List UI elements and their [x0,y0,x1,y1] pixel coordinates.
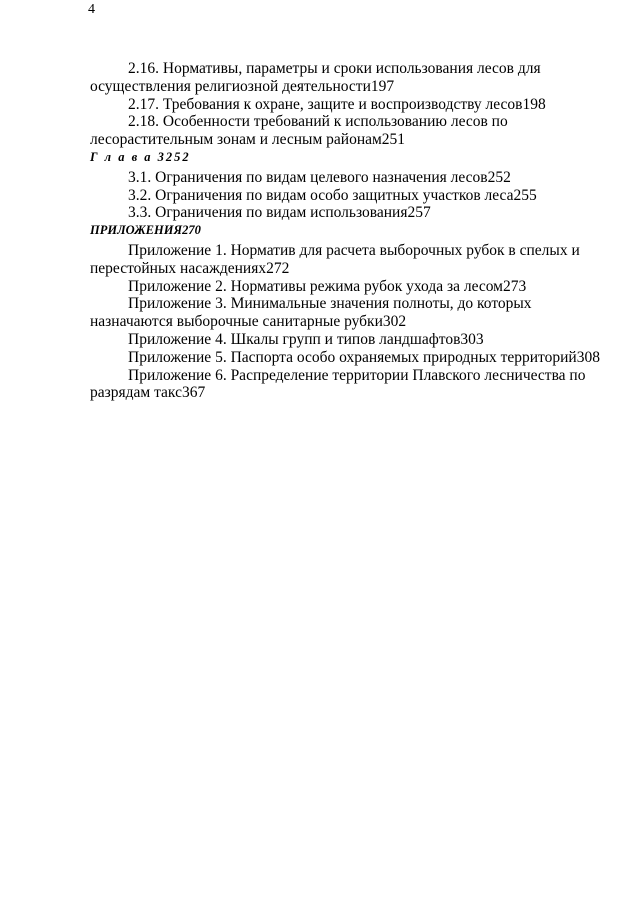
page-number: 4 [88,2,95,17]
table-of-contents [90,60,602,402]
toc-appendix-2[interactable]: Приложение 2. Нормативы режима рубок ухода за лесом273 [128,277,527,295]
toc-appendix-1[interactable]: Приложение 1. Норматив для расчета выборочных рубок в спелых и перестойных насаждениях272 [90,241,580,277]
toc-entry-2-16[interactable]: 2.16. Нормативы, параметры и сроки использования лесов для осуществления религиозной деятельности197 [90,60,541,95]
toc-appendix-3[interactable]: Приложение 3. Минимальные значения полноты, до которых назначаются выборочные санитарные рубки302 [90,295,532,331]
toc-appendix-6[interactable]: Приложение 6. Распределение территории Плавского лесничества по разрядам такс367 [90,366,586,402]
toc-entry-3-2[interactable]: 3.2. Ограничения по видам особо защитных участков леса255 [128,186,537,204]
appendices-heading[interactable]: ПРИЛОЖЕНИЯ270 [90,223,201,238]
chapter-3-heading[interactable]: Г л а в а 3252 [90,149,191,164]
toc-appendix-5[interactable]: Приложение 5. Паспорта особо охраняемых природных территорий308 [128,348,600,366]
toc-entry-2-18[interactable]: 2.18. Особенности требований к использованию лесов по лесорастительным зонам и лесным районам251 [90,113,508,149]
toc-entry-3-1[interactable]: 3.1. Ограничения по видам целевого назначения лесов252 [128,168,511,186]
toc-appendix-4[interactable]: Приложение 4. Шкалы групп и типов ландшафтов303 [128,330,484,348]
toc-entry-2-17[interactable]: 2.17. Требования к охране, защите и воспроизводству лесов198 [128,95,546,113]
toc-entry-3-3[interactable]: 3.3. Ограничения по видам использования257 [128,204,431,222]
